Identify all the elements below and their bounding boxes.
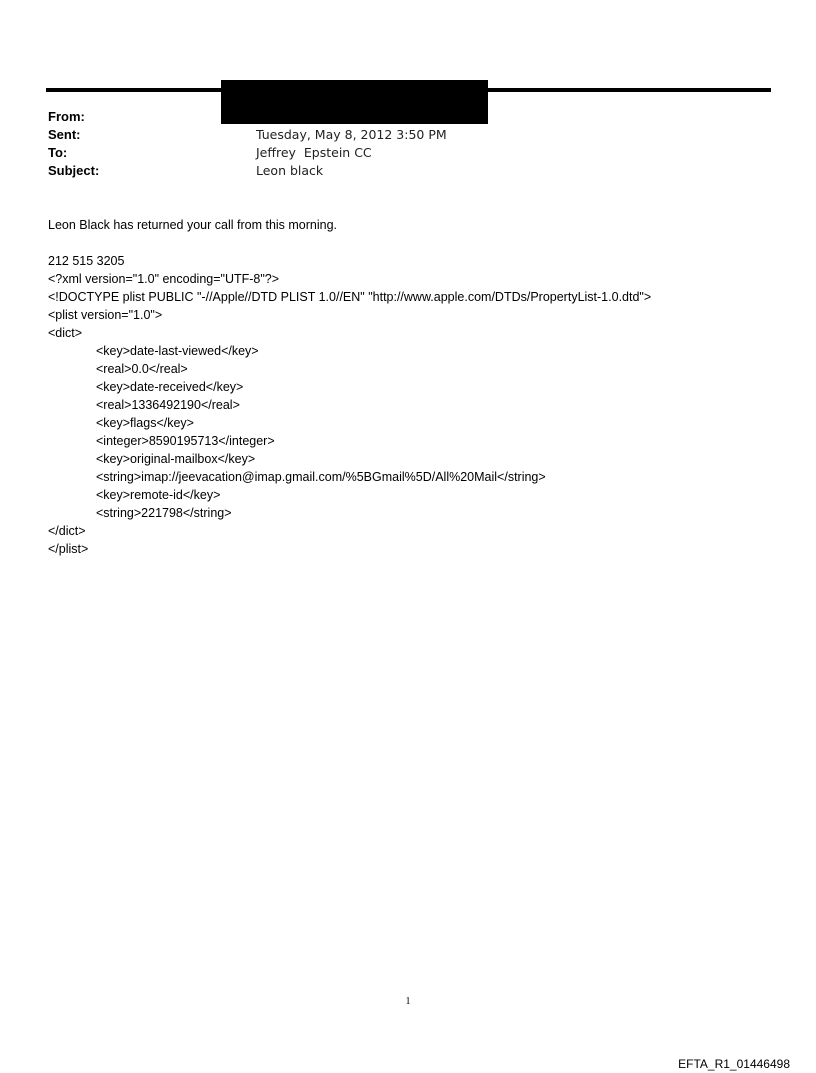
- xml-declaration-line: <?xml version="1.0" encoding="UTF-8"?>: [48, 272, 280, 286]
- message-text: Leon Black has returned your call from this morning.: [48, 218, 338, 232]
- sent-value: Tuesday, May 8, 2012 3:50 PM: [256, 127, 447, 142]
- xml-value-line: <integer>8590195713</integer>: [96, 434, 275, 448]
- page-number: 1: [405, 996, 411, 1007]
- xml-key-line: <key>date-received</key>: [96, 380, 244, 394]
- subject-value: Leon black: [256, 163, 324, 178]
- phone-number: 212 515 3205: [48, 254, 125, 268]
- subject-label: Subject:: [48, 163, 100, 178]
- xml-value-line: <real>1336492190</real>: [96, 398, 240, 412]
- to-value: Jeffrey Epstein CC: [256, 145, 372, 160]
- xml-key-line: <key>flags</key>: [96, 416, 194, 430]
- xml-value-line: <string>imap://jeevacation@imap.gmail.com/%5BGmail%5D/All%20Mail</string>: [96, 470, 546, 484]
- xml-key-line: <key>original-mailbox</key>: [96, 452, 256, 466]
- xml-key-line: <key>date-last-viewed</key>: [96, 344, 259, 358]
- plist-open-line: <plist version="1.0">: [48, 308, 163, 322]
- bates-number: EFTA_R1_01446498: [678, 1057, 790, 1071]
- to-label: To:: [48, 145, 68, 160]
- from-label: From:: [48, 109, 85, 124]
- xml-value-line: <string>221798</string>: [96, 506, 232, 520]
- xml-value-line: <real>0.0</real>: [96, 362, 188, 376]
- dict-close-line: </dict>: [48, 524, 86, 538]
- xml-key-line: <key>remote-id</key>: [96, 488, 221, 502]
- redaction-block: [221, 80, 488, 124]
- doctype-line: <!DOCTYPE plist PUBLIC "-//Apple//DTD PLIST 1.0//EN" "http://www.apple.com/DTDs/PropertyList-1.0.dtd">: [48, 290, 652, 304]
- dict-open-line: <dict>: [48, 326, 83, 340]
- plist-close-line: </plist>: [48, 542, 89, 556]
- sent-label: Sent:: [48, 127, 81, 142]
